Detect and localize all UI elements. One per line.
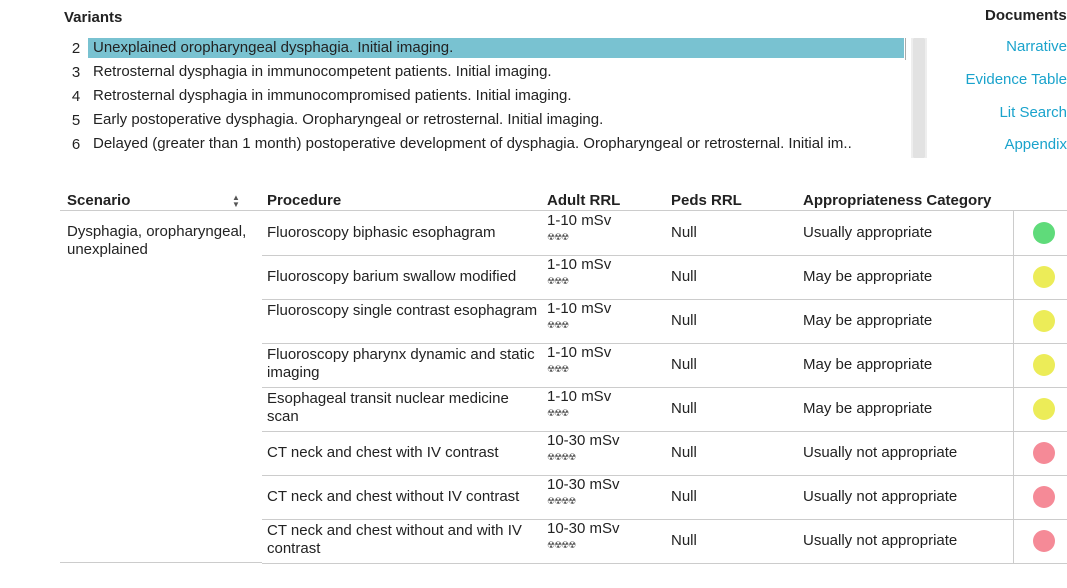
documents-heading: Documents: [985, 7, 1067, 24]
appropriateness-cell: Usually not appropriate: [803, 488, 958, 505]
rating-cell: [1013, 255, 1067, 299]
table-row[interactable]: [262, 255, 1067, 300]
appendix-link[interactable]: Appendix: [1004, 136, 1067, 153]
appropriateness-cell: May be appropriate: [803, 312, 933, 329]
radiation-icon: ☢☢☢☢: [547, 540, 576, 550]
header-appropriateness[interactable]: Appropriateness Category: [803, 192, 992, 209]
header-procedure[interactable]: Procedure: [267, 192, 342, 209]
appropriateness-cell: May be appropriate: [803, 356, 933, 373]
header-scenario[interactable]: Scenario: [67, 192, 131, 209]
rating-cell: [1013, 431, 1067, 475]
rating-dot-icon: [1033, 442, 1055, 464]
evidence-table-link[interactable]: Evidence Table: [965, 71, 1067, 88]
table-row[interactable]: [262, 299, 1067, 344]
rating-dot-icon: [1033, 222, 1055, 244]
variant-item-2[interactable]: [64, 36, 904, 60]
variant-number: 2: [71, 39, 81, 57]
radiation-icon: ☢☢☢☢: [547, 496, 576, 506]
radiation-icon: ☢☢☢: [547, 276, 569, 286]
radiation-icon: ☢☢☢: [547, 320, 569, 330]
selection-divider: [905, 38, 906, 60]
procedure-cell: Esophageal transit nuclear medicine scan: [267, 390, 509, 425]
appropriateness-cell: Usually not appropriate: [803, 532, 958, 549]
procedure-cell: CT neck and chest without IV contrast: [267, 488, 520, 505]
table-row[interactable]: [262, 211, 1067, 256]
variant-number: 4: [71, 87, 81, 105]
adult-rrl-cell: 1-10 mSv: [547, 212, 612, 229]
rating-cell: [1013, 475, 1067, 519]
rating-cell: [1013, 387, 1067, 431]
radiation-icon: ☢☢☢: [547, 232, 569, 242]
adult-rrl-cell: 10-30 mSv: [547, 520, 620, 537]
procedure-cell: Fluoroscopy biphasic esophagram: [267, 224, 496, 241]
variant-number: 3: [71, 63, 81, 81]
variant-number: 6: [71, 135, 81, 153]
procedure-cell: CT neck and chest with IV contrast: [267, 444, 499, 461]
scrollbar-thumb[interactable]: [913, 38, 925, 158]
rating-cell: [1013, 299, 1067, 343]
radiation-icon: ☢☢☢: [547, 408, 569, 418]
peds-rrl-cell: Null: [671, 312, 697, 329]
appropriateness-cell: Usually appropriate: [803, 224, 933, 241]
table-row[interactable]: [262, 519, 1067, 564]
table-row[interactable]: [262, 475, 1067, 520]
peds-rrl-cell: Null: [671, 356, 697, 373]
table-bottom-divider: [60, 562, 262, 563]
adult-rrl-cell: 1-10 mSv: [547, 344, 612, 361]
variant-label: Retrosternal dysphagia in immunocompromised patients. Initial imaging.: [93, 87, 572, 104]
radiation-icon: ☢☢☢: [547, 364, 569, 374]
peds-rrl-cell: Null: [671, 268, 697, 285]
variant-label: Unexplained oropharyngeal dysphagia. Initial imaging.: [88, 38, 904, 58]
variant-scrollbar[interactable]: [911, 38, 927, 158]
sort-icon[interactable]: ▲ ▼: [232, 193, 240, 209]
rating-dot-icon: [1033, 398, 1055, 420]
peds-rrl-cell: Null: [671, 224, 697, 241]
variant-label: Early postoperative dysphagia. Oropharyngeal or retrosternal. Initial imaging.: [93, 111, 604, 128]
variants-heading: Variants: [64, 9, 123, 26]
procedure-cell: CT neck and chest without and with IV contrast: [267, 522, 522, 557]
variant-item-4[interactable]: [64, 84, 904, 108]
adult-rrl-cell: 1-10 mSv: [547, 388, 612, 405]
variant-list[interactable]: [64, 36, 904, 156]
peds-rrl-cell: Null: [671, 532, 697, 549]
table-row[interactable]: [262, 431, 1067, 476]
adult-rrl-cell: 1-10 mSv: [547, 300, 612, 317]
variant-item-6[interactable]: [64, 132, 904, 156]
variant-item-5[interactable]: [64, 108, 904, 132]
lit-search-link[interactable]: Lit Search: [999, 104, 1067, 121]
procedure-cell: Fluoroscopy barium swallow modified: [267, 268, 517, 285]
scenario-cell: Dysphagia, oropharyngeal, unexplained: [67, 223, 247, 258]
rating-dot-icon: [1033, 354, 1055, 376]
narrative-link[interactable]: Narrative: [1006, 38, 1067, 55]
procedure-cell: Fluoroscopy single contrast esophagram: [267, 302, 538, 319]
appropriateness-cell: May be appropriate: [803, 400, 933, 417]
appropriateness-cell: May be appropriate: [803, 268, 933, 285]
rating-dot-icon: [1033, 530, 1055, 552]
peds-rrl-cell: Null: [671, 488, 697, 505]
rating-dot-icon: [1033, 310, 1055, 332]
radiation-icon: ☢☢☢☢: [547, 452, 576, 462]
adult-rrl-cell: 10-30 mSv: [547, 476, 620, 493]
rating-cell: [1013, 343, 1067, 387]
peds-rrl-cell: Null: [671, 444, 697, 461]
adult-rrl-cell: 1-10 mSv: [547, 256, 612, 273]
appropriateness-cell: Usually not appropriate: [803, 444, 958, 461]
variant-label: Delayed (greater than 1 month) postoperative development of dysphagia. Oropharyngeal or retrosternal. Initial im..: [93, 135, 852, 152]
variant-label: Retrosternal dysphagia in immunocompetent patients. Initial imaging.: [93, 63, 552, 80]
rating-dot-icon: [1033, 266, 1055, 288]
rating-cell: [1013, 211, 1067, 255]
rating-cell: [1013, 519, 1067, 563]
rating-dot-icon: [1033, 486, 1055, 508]
table-row[interactable]: [262, 387, 1067, 432]
table-row[interactable]: [262, 343, 1067, 388]
header-adult-rrl[interactable]: Adult RRL: [547, 192, 621, 209]
adult-rrl-cell: 10-30 mSv: [547, 432, 620, 449]
variant-number: 5: [71, 111, 81, 129]
procedure-cell: Fluoroscopy pharynx dynamic and static imaging: [267, 346, 535, 381]
header-peds-rrl[interactable]: Peds RRL: [671, 192, 742, 209]
peds-rrl-cell: Null: [671, 400, 697, 417]
variant-item-3[interactable]: [64, 60, 904, 84]
